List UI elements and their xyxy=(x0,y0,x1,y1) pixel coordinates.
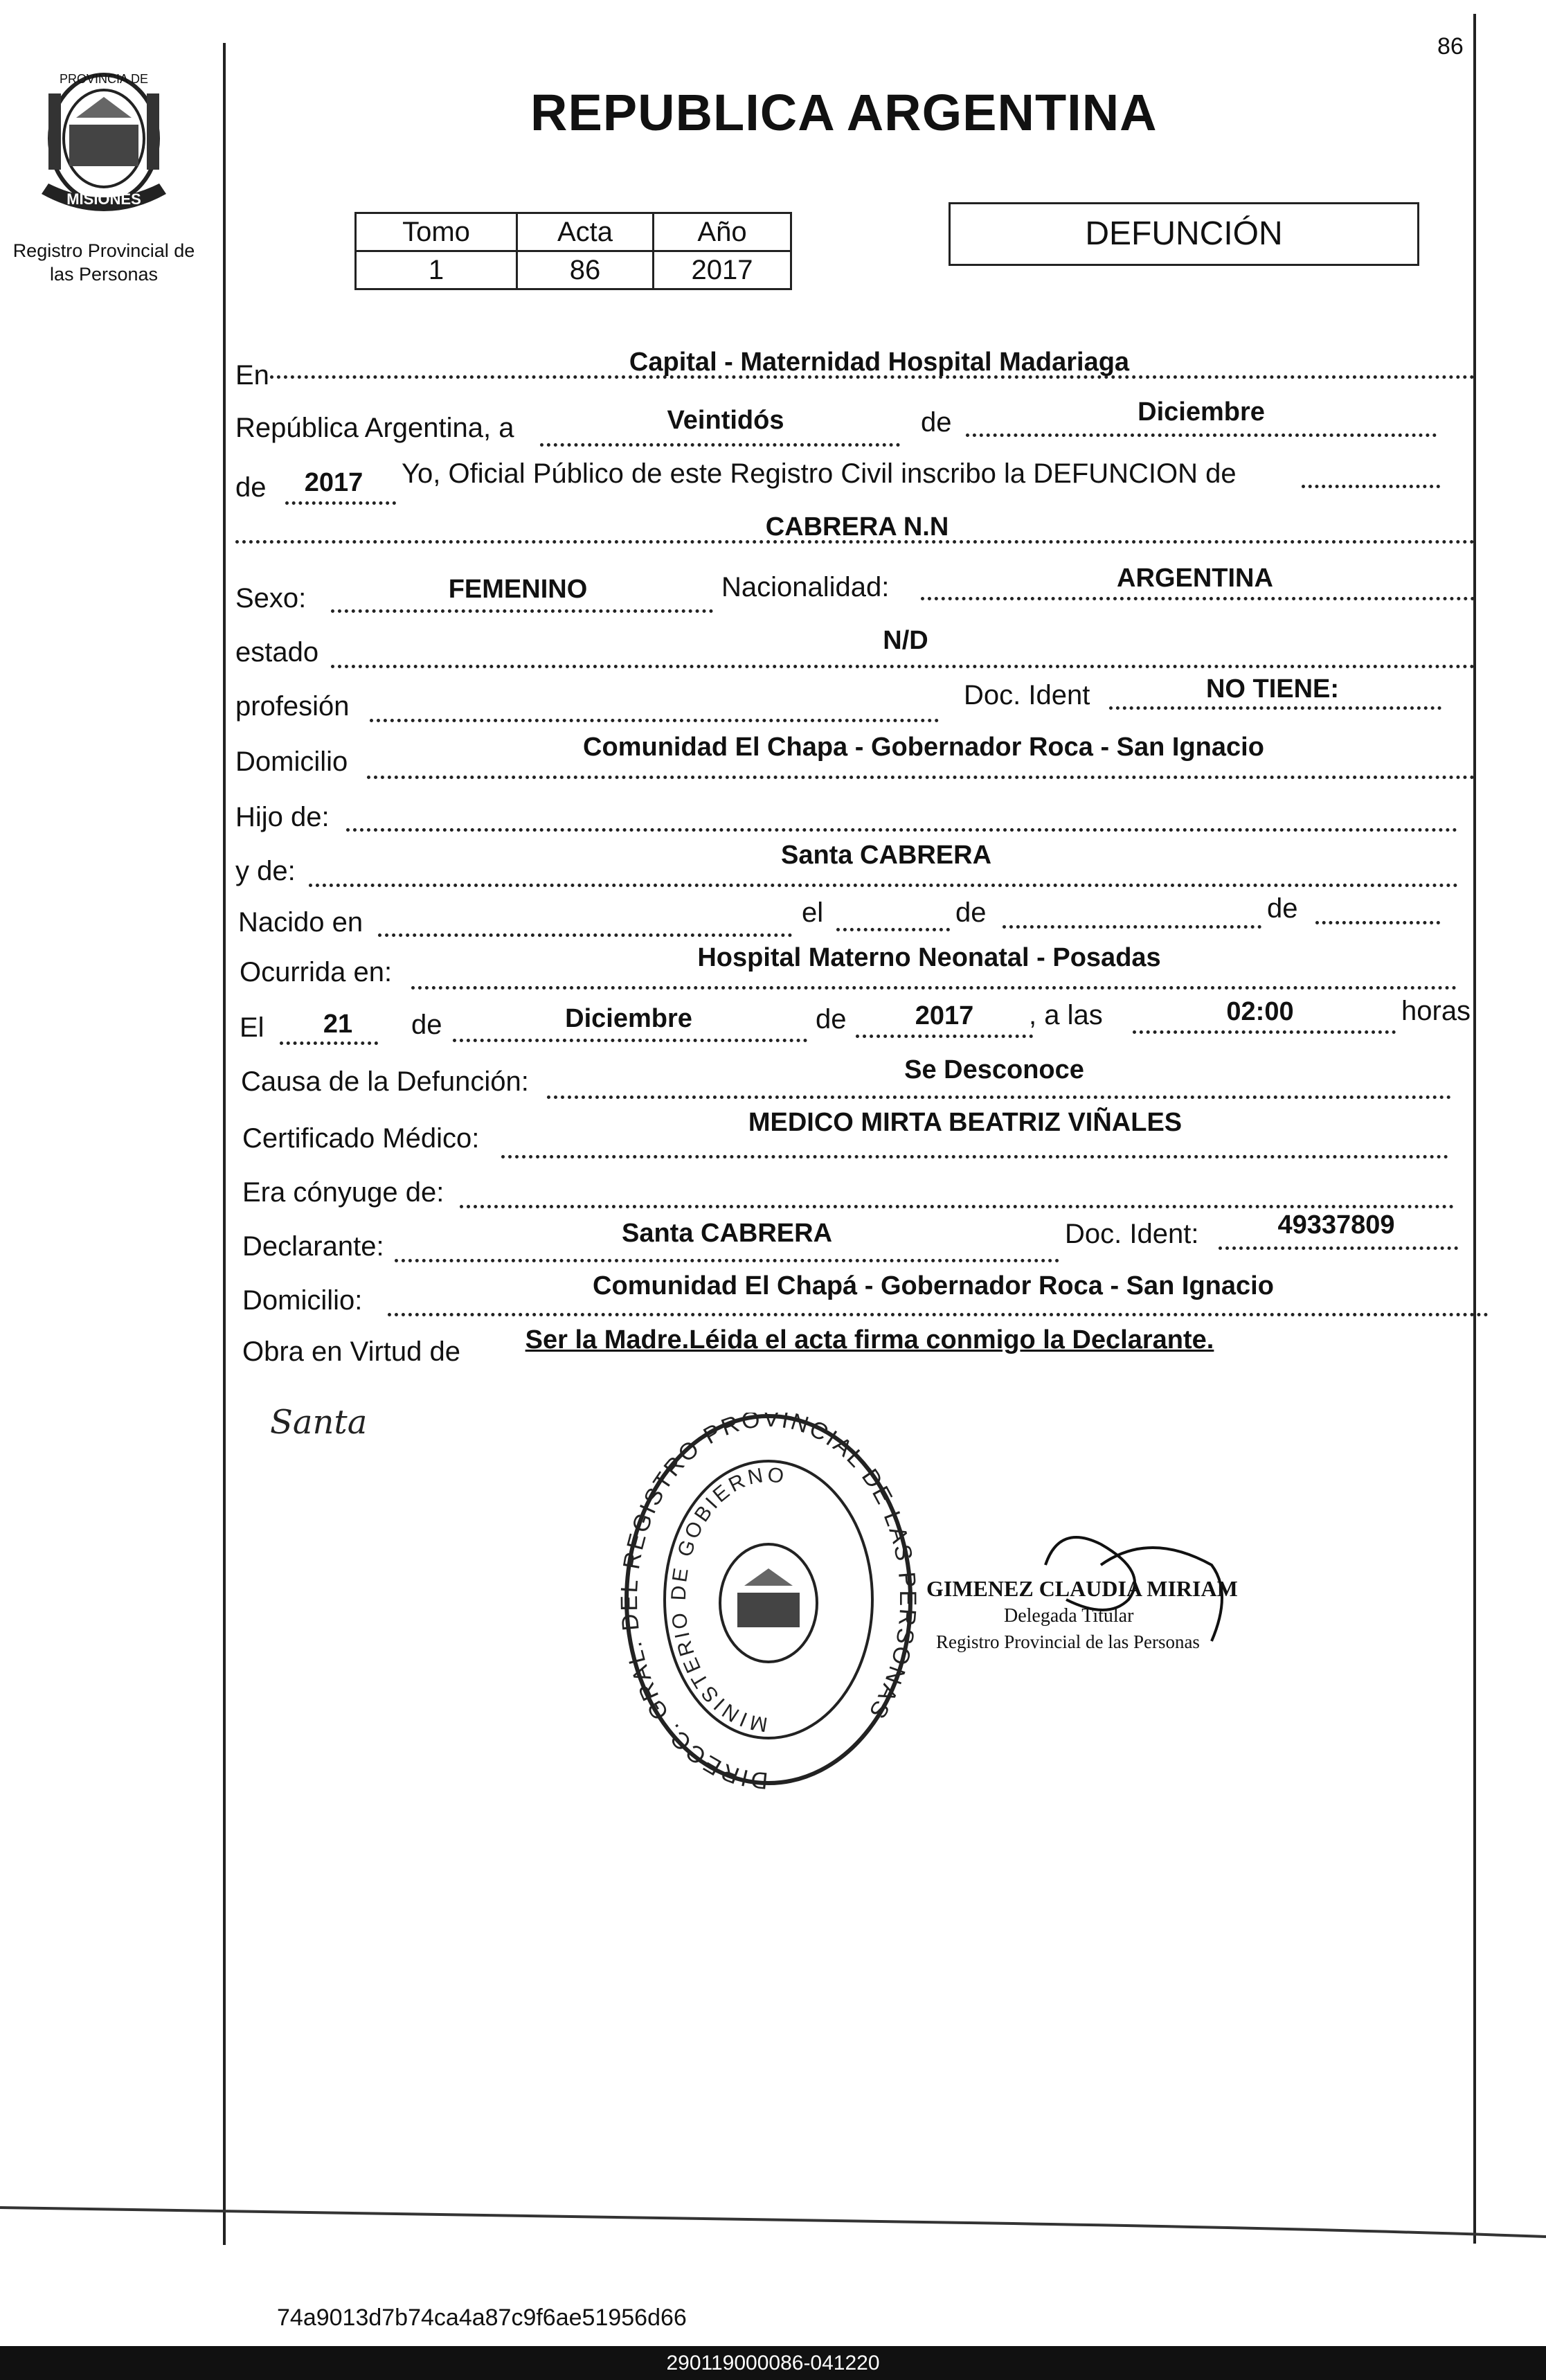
nacido-en-dotted-line xyxy=(378,933,792,937)
logo-text-top: PROVINCIA DE xyxy=(59,72,149,86)
office-name xyxy=(0,239,208,286)
decl-domicilio-value: Comunidad El Chapá - Gobernador Roca - San Ignacio xyxy=(593,1271,1274,1300)
page-number: 86 xyxy=(1437,33,1464,60)
decl-domicilio-label: Domicilio: xyxy=(242,1285,363,1316)
y-de-value: Santa CABRERA xyxy=(780,841,992,870)
nacido-de2-label: de xyxy=(1267,893,1298,924)
ocurrida-label: Ocurrida en: xyxy=(240,957,393,987)
left-margin-rule xyxy=(223,43,226,2245)
record-type-box: DEFUNCIÓN xyxy=(949,202,1419,266)
death-day-value: 21 xyxy=(323,1010,353,1039)
nacido-de1-label: de xyxy=(955,897,987,928)
estado-label: estado xyxy=(235,637,319,668)
en-label: En xyxy=(235,360,269,391)
profesion-label: profesión xyxy=(235,691,350,722)
registry-ano-value: 2017 xyxy=(654,251,791,289)
registry-acta-value: 86 xyxy=(517,251,654,289)
domicilio-label: Domicilio xyxy=(235,746,348,777)
death-month-value: Diciembre xyxy=(565,1004,692,1033)
nacionalidad-label: Nacionalidad: xyxy=(721,572,890,602)
death-de1-label: de xyxy=(411,1010,442,1040)
ocurrida-dotted-line xyxy=(411,986,1457,990)
office-line-1: Registro Provincial de xyxy=(12,240,195,261)
hijo-de-label: Hijo de: xyxy=(235,802,330,832)
registry-header-acta: Acta xyxy=(517,213,654,251)
decl-doc-value: 49337809 xyxy=(1277,1210,1395,1240)
nacionalidad-value: ARGENTINA xyxy=(1117,564,1273,593)
death-de2-label: de xyxy=(816,1004,847,1035)
decl-doc-label: Doc. Ident: xyxy=(1065,1219,1199,1249)
obra-label: Obra en Virtud de xyxy=(242,1336,461,1367)
declarant-signature-text: Santa xyxy=(270,1403,368,1442)
seal-outer-text: DIRECC. GRAL. DEL REGISTRO PROVINCIAL DE LAS PERSONAS xyxy=(616,1413,921,1794)
sexo-value: FEMENINO xyxy=(448,575,588,604)
certificado-dotted-line xyxy=(501,1155,1448,1158)
scan-border-line xyxy=(0,2202,1546,2244)
seal-inner-text: MINISTERIO DE GOBIERNO xyxy=(667,1463,788,1736)
hijo-de-dotted-line xyxy=(346,828,1457,832)
barcode-footer: 290119000086-041220 xyxy=(0,2346,1546,2380)
death-time-value: 02:00 xyxy=(1226,997,1294,1026)
profesion-dotted-line xyxy=(370,719,939,722)
registry-header-ano: Año xyxy=(654,213,791,251)
page-title: REPUBLICA ARGENTINA xyxy=(530,84,1158,141)
day-words-value: Veintidós xyxy=(667,406,784,435)
y-de-dotted-line xyxy=(309,884,1458,887)
declarante-dotted-line xyxy=(395,1259,1059,1262)
decl-doc-dotted-line xyxy=(1219,1246,1458,1250)
certificado-value: MEDICO MIRTA BEATRIZ VIÑALES xyxy=(748,1108,1183,1137)
nacionalidad-dotted-line xyxy=(921,597,1475,600)
declarante-label: Declarante: xyxy=(242,1231,384,1262)
declaration-text: Yo, Oficial Público de este Registro Civil inscribo la DEFUNCION de xyxy=(402,458,1237,489)
nacido-day-dotted-line xyxy=(836,928,950,931)
official-name: GIMENEZ CLAUDIA MIRIAM xyxy=(926,1576,1238,1601)
month-dotted-line xyxy=(966,433,1437,437)
en-value: Capital - Maternidad Hospital Madariaga xyxy=(629,348,1130,377)
doc-ident-dotted-line xyxy=(1109,706,1441,710)
doc-ident-label: Doc. Ident xyxy=(964,680,1090,710)
conyuge-dotted-line xyxy=(460,1205,1454,1208)
declarant-signature xyxy=(228,1385,436,1454)
registry-header-row xyxy=(356,213,791,251)
day-dotted-line xyxy=(540,443,900,447)
office-line-2: las Personas xyxy=(49,264,159,285)
nacido-year-dotted-line xyxy=(1315,921,1440,924)
registry-value-row xyxy=(356,251,791,289)
document-hash: 74a9013d7b74ca4a87c9f6ae51956d66 xyxy=(277,2305,687,2331)
registry-table xyxy=(354,212,792,290)
causa-label: Causa de la Defunción: xyxy=(241,1066,529,1097)
ocurrida-value: Hospital Materno Neonatal - Posadas xyxy=(697,943,1161,972)
estado-dotted-line xyxy=(331,665,1475,668)
certificado-label: Certificado Médico: xyxy=(242,1123,480,1154)
year-de-label: de xyxy=(235,472,267,503)
doc-ident-value: NO TIENE: xyxy=(1205,674,1340,704)
y-de-label: y de: xyxy=(235,856,296,886)
death-time-dotted-line xyxy=(1133,1030,1396,1034)
causa-dotted-line xyxy=(547,1095,1451,1099)
death-month-dotted-line xyxy=(453,1039,807,1042)
official-seal xyxy=(616,1413,921,1800)
province-crest-logo xyxy=(28,55,180,222)
republica-label: República Argentina, a xyxy=(235,413,514,443)
alas-label: , a las xyxy=(1029,1000,1103,1030)
deceased-name-value: CABRERA N.N xyxy=(765,512,949,542)
nacido-el-label: el xyxy=(802,897,824,928)
horas-label: horas xyxy=(1401,996,1471,1026)
declarante-value: Santa CABRERA xyxy=(621,1219,833,1248)
death-year-dotted-line xyxy=(856,1035,1033,1038)
domicilio-dotted-line xyxy=(367,776,1475,779)
death-day-dotted-line xyxy=(280,1041,378,1045)
year-dotted-line xyxy=(285,501,396,505)
year-value: 2017 xyxy=(304,468,363,497)
death-year-value: 2017 xyxy=(915,1001,974,1030)
logo-text-bottom: MISIONES xyxy=(66,190,141,208)
causa-value: Se Desconoce xyxy=(904,1055,1084,1084)
estado-value: N/D xyxy=(883,626,928,655)
registry-tomo-value: 1 xyxy=(356,251,517,289)
date-de-label: de xyxy=(921,407,952,438)
decl-domicilio-dotted-line xyxy=(388,1313,1489,1316)
right-margin-rule xyxy=(1473,14,1476,2244)
official-title: Delegada Titular xyxy=(1004,1605,1134,1627)
sexo-dotted-line xyxy=(331,609,713,613)
official-office: Registro Provincial de las Personas xyxy=(936,1631,1200,1652)
conyuge-label: Era cónyuge de: xyxy=(242,1177,444,1208)
sexo-label: Sexo: xyxy=(235,583,307,614)
registry-header-tomo: Tomo xyxy=(356,213,517,251)
el-label: El xyxy=(240,1012,264,1043)
domicilio-value: Comunidad El Chapa - Gobernador Roca - San Ignacio xyxy=(583,733,1264,762)
declaration-dotted-line xyxy=(1302,485,1440,488)
official-signature-block xyxy=(921,1523,1309,1676)
month-value: Diciembre xyxy=(1138,397,1265,427)
nacido-month-dotted-line xyxy=(1003,925,1261,929)
obra-value: Ser la Madre.Léida el acta firma conmigo la Declarante. xyxy=(525,1325,1214,1354)
nacido-en-label: Nacido en xyxy=(238,907,363,938)
